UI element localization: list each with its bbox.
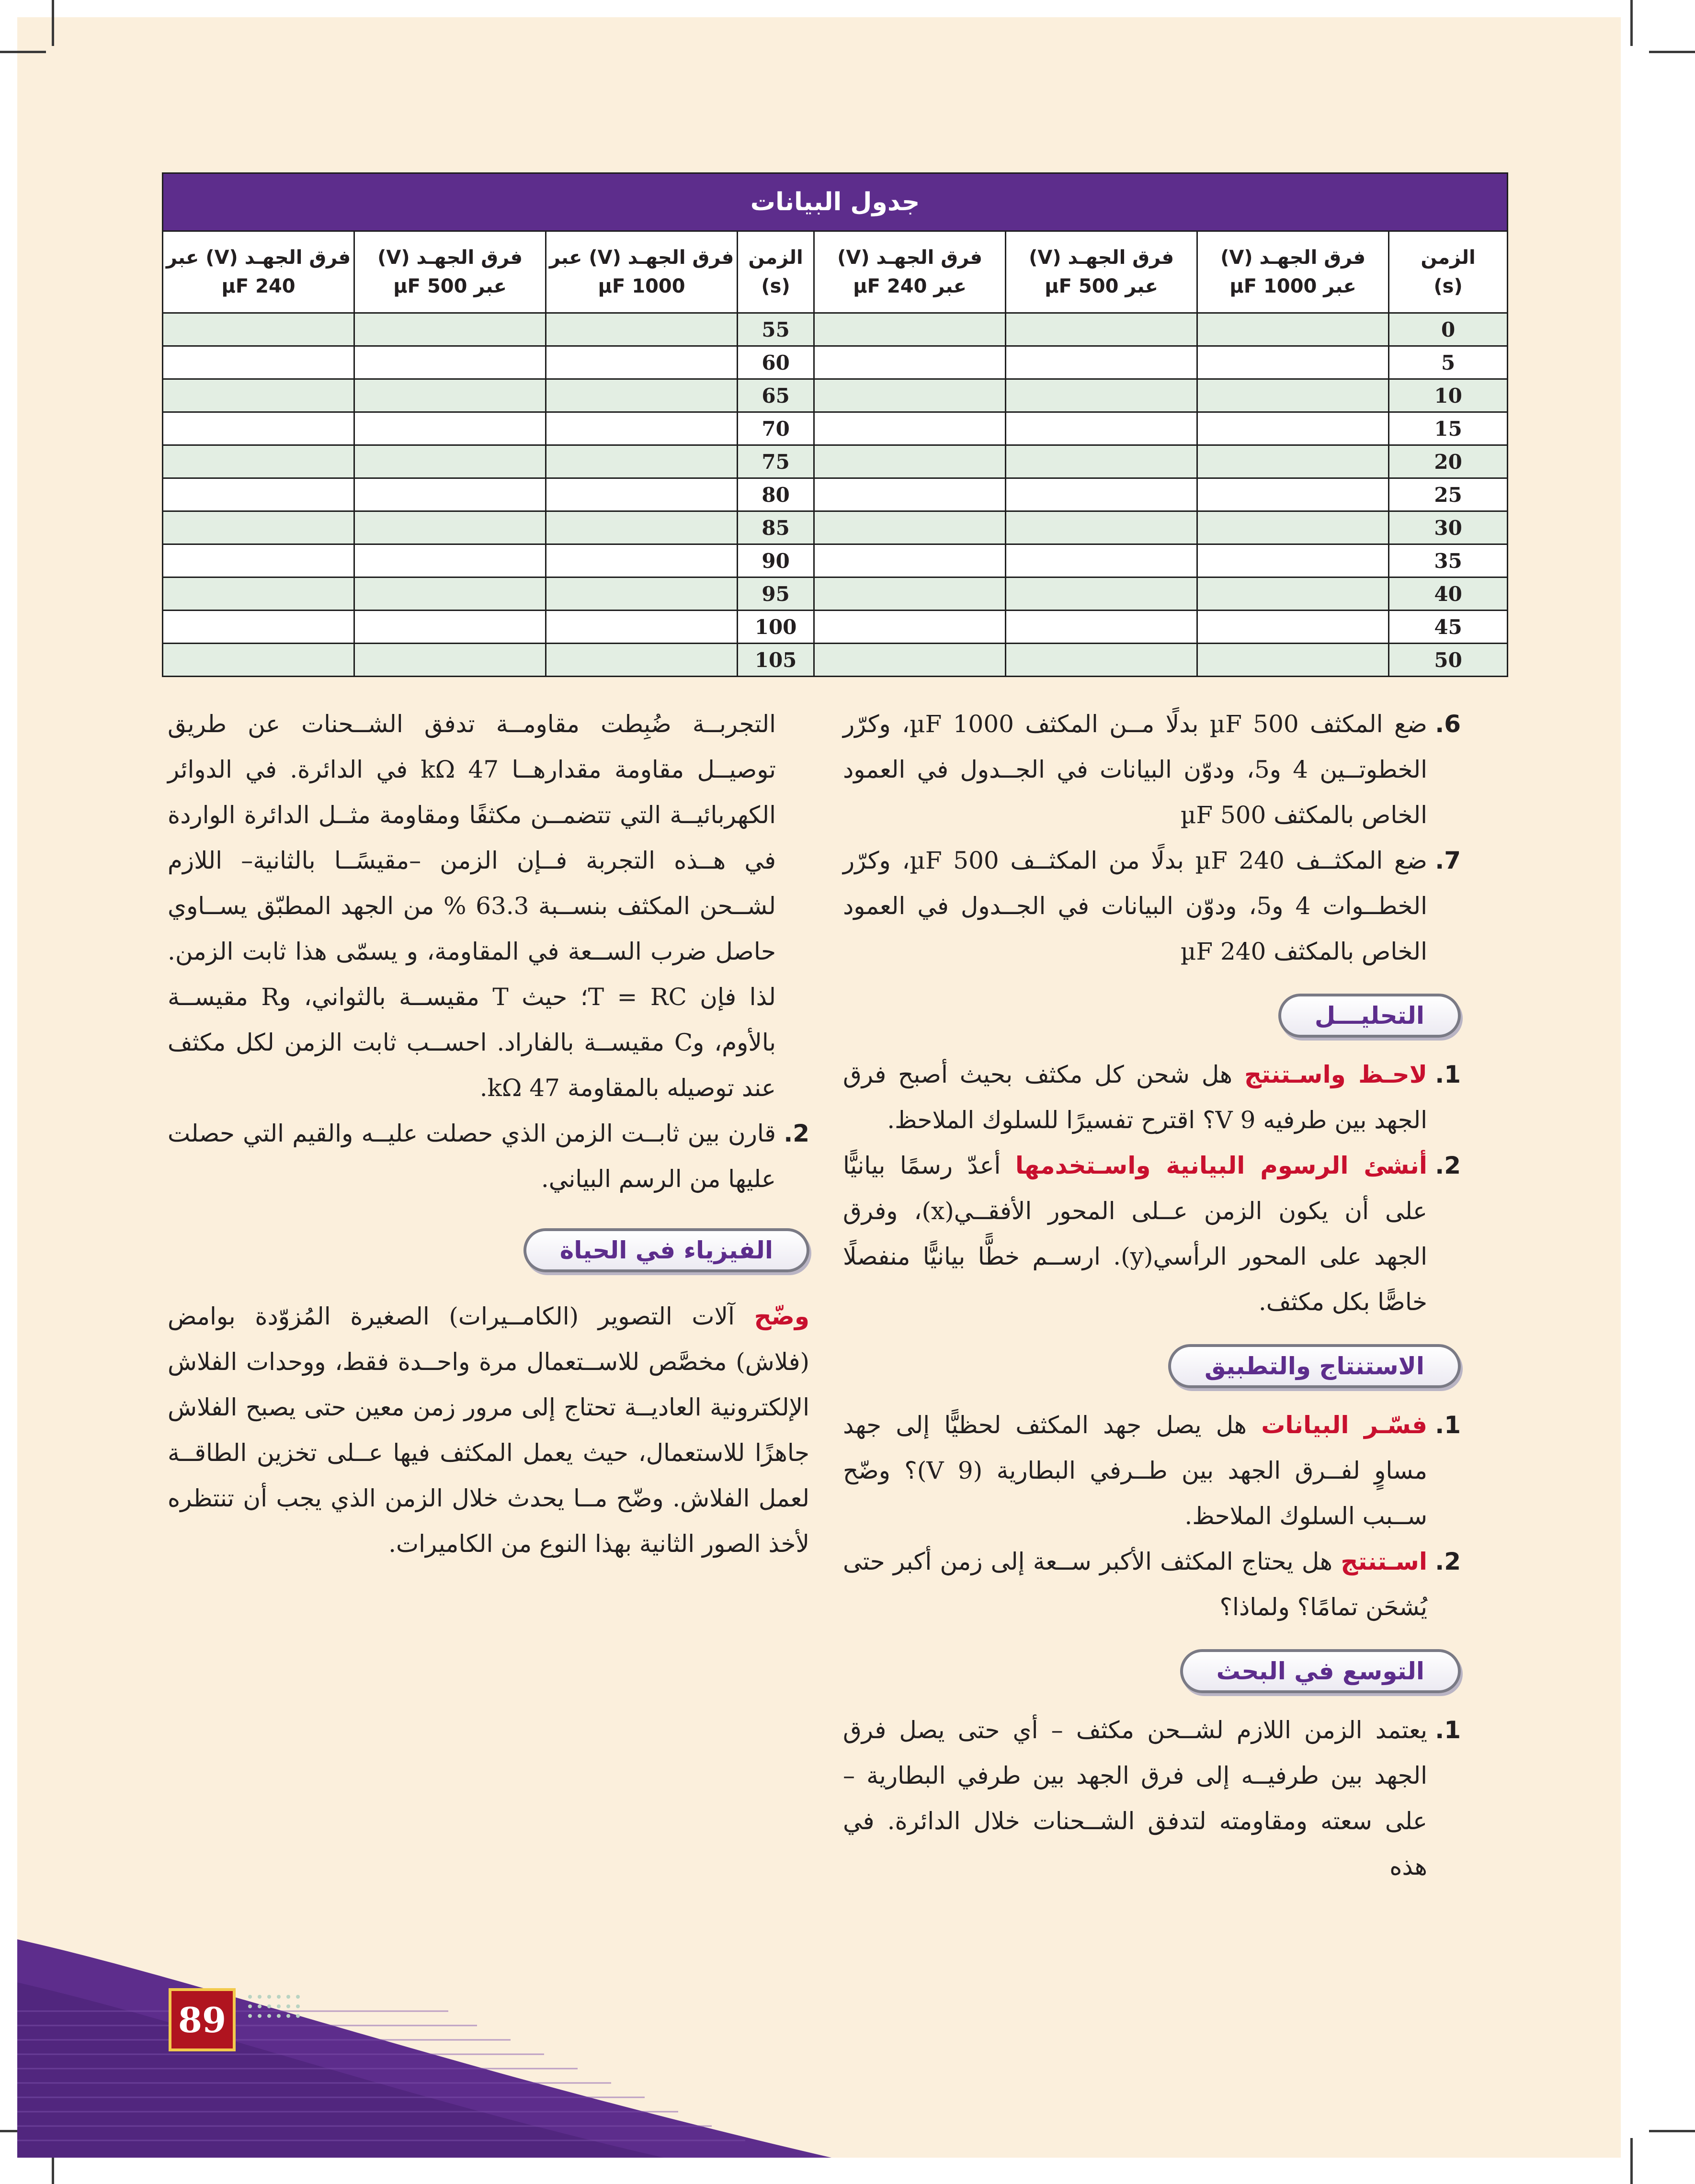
voltage-cell — [354, 313, 546, 346]
time-cell: 65 — [738, 379, 814, 412]
question-text: هل يصل جهد المكثف لحظيًّا إلى جهد مساوٍ لفــرق الجهد بين طــرفي البطارية (9 V)؟ وضّح ســبب السلوك الملاحظ. — [843, 1411, 1427, 1530]
voltage-cell — [354, 412, 546, 445]
voltage-cell — [814, 379, 1006, 412]
skill-label: لاحـظ واسـتنتج — [1244, 1061, 1427, 1088]
table-row — [163, 346, 1508, 379]
voltage-cell — [1006, 577, 1197, 611]
crop-mark — [0, 51, 46, 53]
decorative-dots — [245, 1992, 312, 2026]
voltage-cell — [1006, 544, 1197, 577]
voltage-cell — [354, 611, 546, 644]
voltage-cell — [1197, 544, 1389, 577]
voltage-cell — [546, 313, 738, 346]
procedure-step-6 — [843, 702, 1461, 838]
question-number: 2. — [1435, 1548, 1461, 1575]
table-row — [163, 379, 1508, 412]
voltage-cell — [1197, 577, 1389, 611]
voltage-cell — [163, 577, 354, 611]
voltage-cell — [1197, 412, 1389, 445]
procedure-step-7 — [843, 838, 1461, 974]
table-row — [163, 577, 1508, 611]
research-question-1 — [843, 1708, 1461, 1890]
analysis-question-1 — [843, 1052, 1461, 1143]
conclusion-heading: الاستنتاج والتطبيق — [1168, 1344, 1461, 1388]
voltage-cell — [354, 577, 546, 611]
crop-mark — [1630, 2138, 1633, 2184]
voltage-cell — [163, 544, 354, 577]
physics-in-life-heading: الفيزياء في الحياة — [523, 1228, 809, 1272]
column-header: فرق الجهـد (V) عبر 240 µF — [163, 231, 354, 313]
question-number: 1. — [1435, 1061, 1461, 1088]
time-cell: 20 — [1389, 445, 1508, 478]
time-cell: 85 — [738, 511, 814, 544]
column-header: فرق الجهـد (V) عبر 240 µF — [814, 231, 1006, 313]
voltage-cell — [546, 445, 738, 478]
table-row — [163, 511, 1508, 544]
voltage-cell — [1006, 346, 1197, 379]
research-question-1-continued — [168, 702, 809, 1111]
skill-label: أنشئ الرسوم البيانية واسـتخدمها — [1015, 1152, 1427, 1179]
time-cell: 100 — [738, 611, 814, 644]
body-text: آلات التصوير (الكامــيرات) الصغيرة المُزوّدة بوامض (فلاش) مخصَّص للاســتعمال مرة واحــدة فقط، ووحدات الفلاش الإلكترونية العاديــة تحتاج إلى مرور زمن معين حتى يصبح الفلاش جاهزًا للاستعمال، حيث يعمل المكثف فيها عــلى تخزين الطاقــة لعمل الفلاش. وضّح مــا يحدث خلال الزمن الذي يجب أن تنتظره لأخذ الصور الثانية بهذا النوع من الكاميرات. — [168, 1302, 809, 1558]
voltage-cell — [814, 611, 1006, 644]
table-body — [163, 313, 1508, 677]
voltage-cell — [1197, 313, 1389, 346]
voltage-cell — [163, 478, 354, 511]
column-header: فرق الجهـد (V) عبر 1000 µF — [546, 231, 738, 313]
voltage-cell — [1197, 644, 1389, 677]
time-cell: 25 — [1389, 478, 1508, 511]
voltage-cell — [814, 346, 1006, 379]
voltage-cell — [1006, 511, 1197, 544]
voltage-cell — [1197, 445, 1389, 478]
voltage-cell — [546, 412, 738, 445]
voltage-cell — [546, 544, 738, 577]
conclusion-question-2 — [843, 1539, 1461, 1630]
column-header: فرق الجهـد (V) عبر 1000 µF — [1197, 231, 1389, 313]
voltage-cell — [546, 379, 738, 412]
column-header: فرق الجهـد (V) عبر 500 µF — [354, 231, 546, 313]
step-text: ضع المكثــف 240 µF بدلًا من المكثــف 500 µF، وكرّر الخطــوات 4 و5، ودوّن البيانات في الجــدول في العمود الخاص بالمكثف 240 µF — [843, 847, 1427, 965]
voltage-cell — [814, 313, 1006, 346]
voltage-cell — [814, 511, 1006, 544]
data-table — [162, 172, 1508, 677]
time-cell: 60 — [738, 346, 814, 379]
crop-mark — [1649, 2130, 1695, 2132]
table-row — [163, 445, 1508, 478]
column-header: فرق الجهـد (V) عبر 500 µF — [1006, 231, 1197, 313]
analysis-heading: التحليـــل — [1278, 994, 1461, 1038]
voltage-cell — [354, 379, 546, 412]
question-number: 1. — [1435, 1716, 1461, 1744]
time-cell: 50 — [1389, 644, 1508, 677]
voltage-cell — [546, 346, 738, 379]
step-text: ضع المكثف 500 µF بدلًا مــن المكثف 1000 µF، وكرّر الخطوتــين 4 و5، ودوّن البيانات في الجــدول في العمود الخاص بالمكثف 500 µF — [843, 710, 1427, 829]
voltage-cell — [1006, 445, 1197, 478]
question-text: أعدّ رسمًا بيانيًّا على أن يكون الزمن عــلى المحور الأفقــي(x)، وفرق الجهد على المحور الرأسي(y). ارســم خطًّا بيانيًّا منفصلًا خاصًّا بكل مكثف. — [843, 1152, 1427, 1316]
time-cell: 90 — [738, 544, 814, 577]
question-text: هل شحن كل مكثف بحيث أصبح فرق الجهد بين طرفيه 9 V؟ اقترح تفسيرًا للسلوك الملاحظ. — [843, 1061, 1427, 1134]
table-row — [163, 412, 1508, 445]
voltage-cell — [1006, 644, 1197, 677]
voltage-cell — [814, 412, 1006, 445]
conclusion-question-1 — [843, 1403, 1461, 1539]
step-number: 7. — [1435, 847, 1461, 874]
crop-mark — [1630, 0, 1633, 46]
time-cell: 10 — [1389, 379, 1508, 412]
time-cell: 35 — [1389, 544, 1508, 577]
voltage-cell — [163, 644, 354, 677]
voltage-cell — [163, 412, 354, 445]
voltage-cell — [1006, 611, 1197, 644]
voltage-cell — [1006, 478, 1197, 511]
voltage-cell — [1197, 346, 1389, 379]
step-number: 6. — [1435, 710, 1461, 738]
voltage-cell — [163, 445, 354, 478]
research-question-2 — [168, 1111, 809, 1202]
voltage-cell — [546, 511, 738, 544]
research-heading: التوسع في البحث — [1180, 1649, 1461, 1693]
voltage-cell — [163, 313, 354, 346]
analysis-question-2 — [843, 1143, 1461, 1325]
time-cell: 95 — [738, 577, 814, 611]
voltage-cell — [1197, 611, 1389, 644]
voltage-cell — [546, 478, 738, 511]
crop-mark — [52, 0, 54, 46]
table-row — [163, 313, 1508, 346]
skill-label: اسـتنتج — [1341, 1548, 1427, 1575]
voltage-cell — [163, 611, 354, 644]
voltage-cell — [354, 544, 546, 577]
voltage-cell — [163, 511, 354, 544]
voltage-cell — [354, 346, 546, 379]
voltage-cell — [354, 511, 546, 544]
table-title: جدول البيانات — [163, 173, 1508, 231]
voltage-cell — [814, 445, 1006, 478]
question-text: قارن بين ثابــت الزمن الذي حصلت عليــه والقيم التي حصلت عليها من الرسم البياني. — [168, 1120, 776, 1193]
voltage-cell — [814, 577, 1006, 611]
time-cell: 55 — [738, 313, 814, 346]
voltage-cell — [163, 346, 354, 379]
left-column — [168, 702, 809, 1567]
time-cell: 40 — [1389, 577, 1508, 611]
physics-in-life-text — [168, 1294, 809, 1567]
table-row — [163, 611, 1508, 644]
time-cell: 30 — [1389, 511, 1508, 544]
voltage-cell — [546, 577, 738, 611]
time-cell: 70 — [738, 412, 814, 445]
voltage-cell — [163, 379, 354, 412]
voltage-cell — [814, 544, 1006, 577]
column-header: الزمن (s) — [1389, 231, 1508, 313]
voltage-cell — [354, 478, 546, 511]
voltage-cell — [546, 611, 738, 644]
time-cell: 0 — [1389, 313, 1508, 346]
voltage-cell — [354, 644, 546, 677]
time-cell: 75 — [738, 445, 814, 478]
time-cell: 45 — [1389, 611, 1508, 644]
page-number: 89 — [169, 1988, 236, 2051]
question-text: هل يحتاج المكثف الأكبر ســعة إلى زمن أكبر حتى يُشحَن تمامًا؟ ولماذا؟ — [843, 1548, 1427, 1621]
right-column — [843, 702, 1461, 1890]
voltage-cell — [1006, 412, 1197, 445]
skill-label: وضّح — [754, 1302, 809, 1330]
decorative-band — [17, 1911, 1621, 2158]
time-cell: 15 — [1389, 412, 1508, 445]
crop-mark — [1649, 51, 1695, 53]
voltage-cell — [354, 445, 546, 478]
time-cell: 5 — [1389, 346, 1508, 379]
voltage-cell — [814, 478, 1006, 511]
voltage-cell — [1197, 379, 1389, 412]
time-cell: 80 — [738, 478, 814, 511]
question-number: 1. — [1435, 1411, 1461, 1439]
question-text: التجربــة ضُبِطت مقاومــة تدفق الشــحنات عن طريق توصيــل مقاومة مقدارهــا 47 kΩ في الدائرة. في الدوائر الكهربائيــة التي تتضمــن مكثفًا ومقاومة مثــل الدائرة الواردة في هــذه التجربة فــإن الزمن –مقيسًــا بالثانية– اللازم لشــحن المكثف بنســبة 63.3 % من الجهد المطبّق يســاوي حاصل ضرب الســعة في المقاومة، و يسمّى هذا ثابت الزمن. لذا فإن T = RC؛ حيث T مقيســة بالثواني، وR مقيســة بالأوم، وC مقيســة بالفاراد. احســب ثابت الزمن لكل مكثف عند توصيله بالمقاومة 47 kΩ. — [168, 710, 776, 1102]
question-number: 2. — [784, 1120, 809, 1147]
skill-label: فسّـر البيانات — [1261, 1411, 1427, 1439]
voltage-cell — [546, 644, 738, 677]
table-row — [163, 644, 1508, 677]
column-header: الزمن (s) — [738, 231, 814, 313]
question-number: 2. — [1435, 1152, 1461, 1179]
voltage-cell — [1006, 313, 1197, 346]
table-row — [163, 478, 1508, 511]
voltage-cell — [1006, 379, 1197, 412]
voltage-cell — [1197, 478, 1389, 511]
question-text: يعتمد الزمن اللازم لشــحن مكثف – أي حتى يصل فرق الجهد بين طرفيــه إلى فرق الجهد بين طرفي البطارية – على سعته ومقاومته لتدفق الشــحنات خلال الدائرة. في هذه — [843, 1716, 1427, 1880]
table-row — [163, 544, 1508, 577]
voltage-cell — [814, 644, 1006, 677]
voltage-cell — [1197, 511, 1389, 544]
time-cell: 105 — [738, 644, 814, 677]
